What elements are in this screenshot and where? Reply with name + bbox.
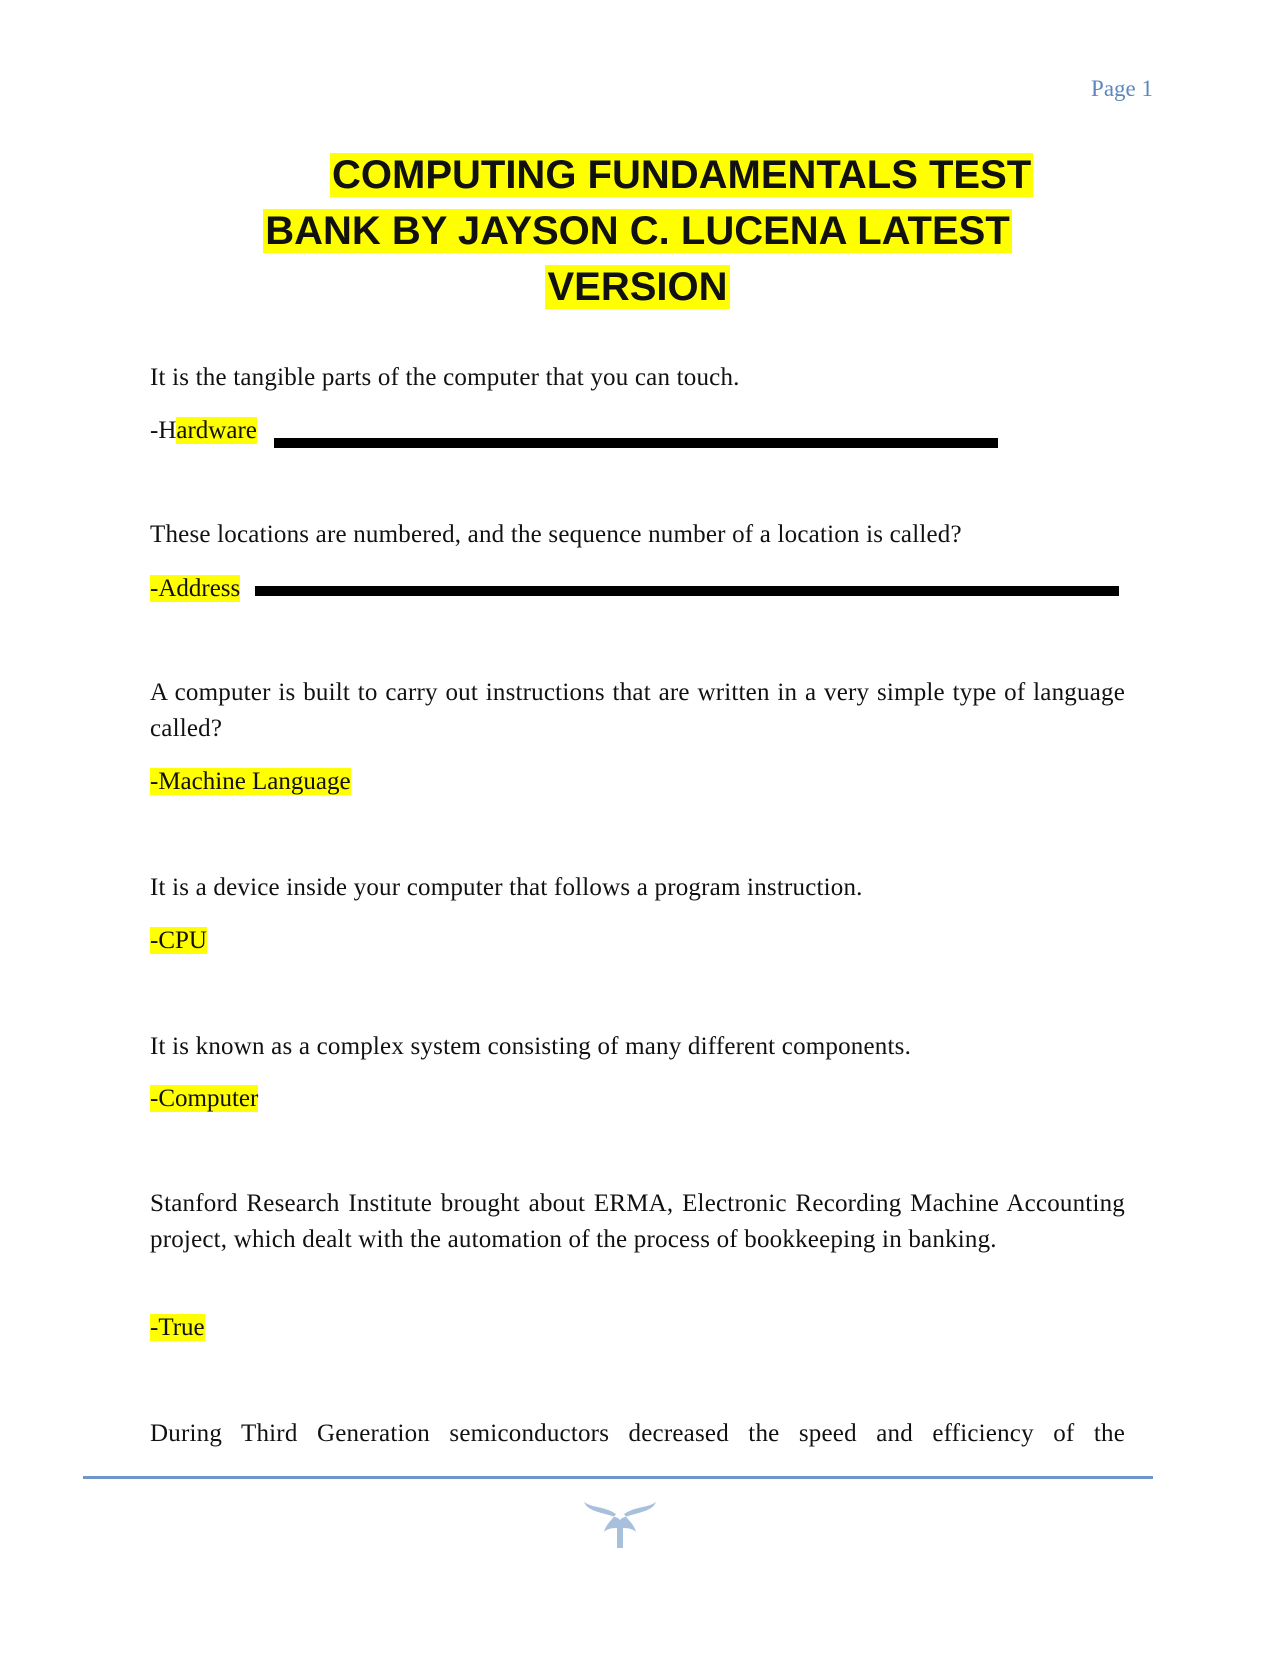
answer-text: ardware <box>176 417 257 444</box>
answer-text: -CPU <box>150 927 207 954</box>
document-title <box>150 147 1125 315</box>
logo-icon <box>582 1498 658 1548</box>
question-6: Stanford Research Institute brought about ERMA, Electronic Recording Machine Accounting project, which dealt with the automation of the process of bookkeeping in banking. <box>150 1190 1125 1253</box>
answer-5 <box>150 1082 258 1116</box>
title-text: BANK BY JAYSON C. LUCENA LATEST <box>265 209 1010 253</box>
title-line-3 <box>150 259 1125 315</box>
title-line-1 <box>150 147 1125 203</box>
answer-6 <box>150 1311 205 1345</box>
redaction-bar <box>274 438 998 448</box>
page-number: Page 1 <box>1091 76 1153 101</box>
answer-text: -Address <box>150 575 241 602</box>
answer-text: -True <box>150 1314 205 1341</box>
question-3: A computer is built to carry out instructions that are written in a very simple type of language called? <box>150 679 1125 742</box>
question-7: During Third Generation semiconductors decreased the speed and efficiency of the <box>150 1420 1125 1447</box>
title-line-2 <box>150 203 1125 259</box>
question-4: It is a device inside your computer that follows a program instruction. <box>150 874 863 901</box>
redaction-bar <box>255 586 1119 596</box>
title-text: VERSION <box>547 265 728 309</box>
question-1: It is the tangible parts of the computer that you can touch. <box>150 364 740 391</box>
answer-text: -Computer <box>150 1085 259 1112</box>
answer-2 <box>150 572 240 606</box>
answer-prefix: -H <box>150 417 177 444</box>
question-5: It is known as a complex system consisting of many different components. <box>150 1033 912 1060</box>
answer-text: -Machine Language <box>150 768 351 795</box>
title-text: COMPUTING FUNDAMENTALS TEST <box>332 153 1032 197</box>
question-2: These locations are numbered, and the sequence number of a location is called? <box>150 521 962 548</box>
answer-3 <box>150 765 351 799</box>
footer-rule <box>83 1476 1153 1479</box>
answer-1 <box>150 414 257 448</box>
answer-4 <box>150 924 207 958</box>
